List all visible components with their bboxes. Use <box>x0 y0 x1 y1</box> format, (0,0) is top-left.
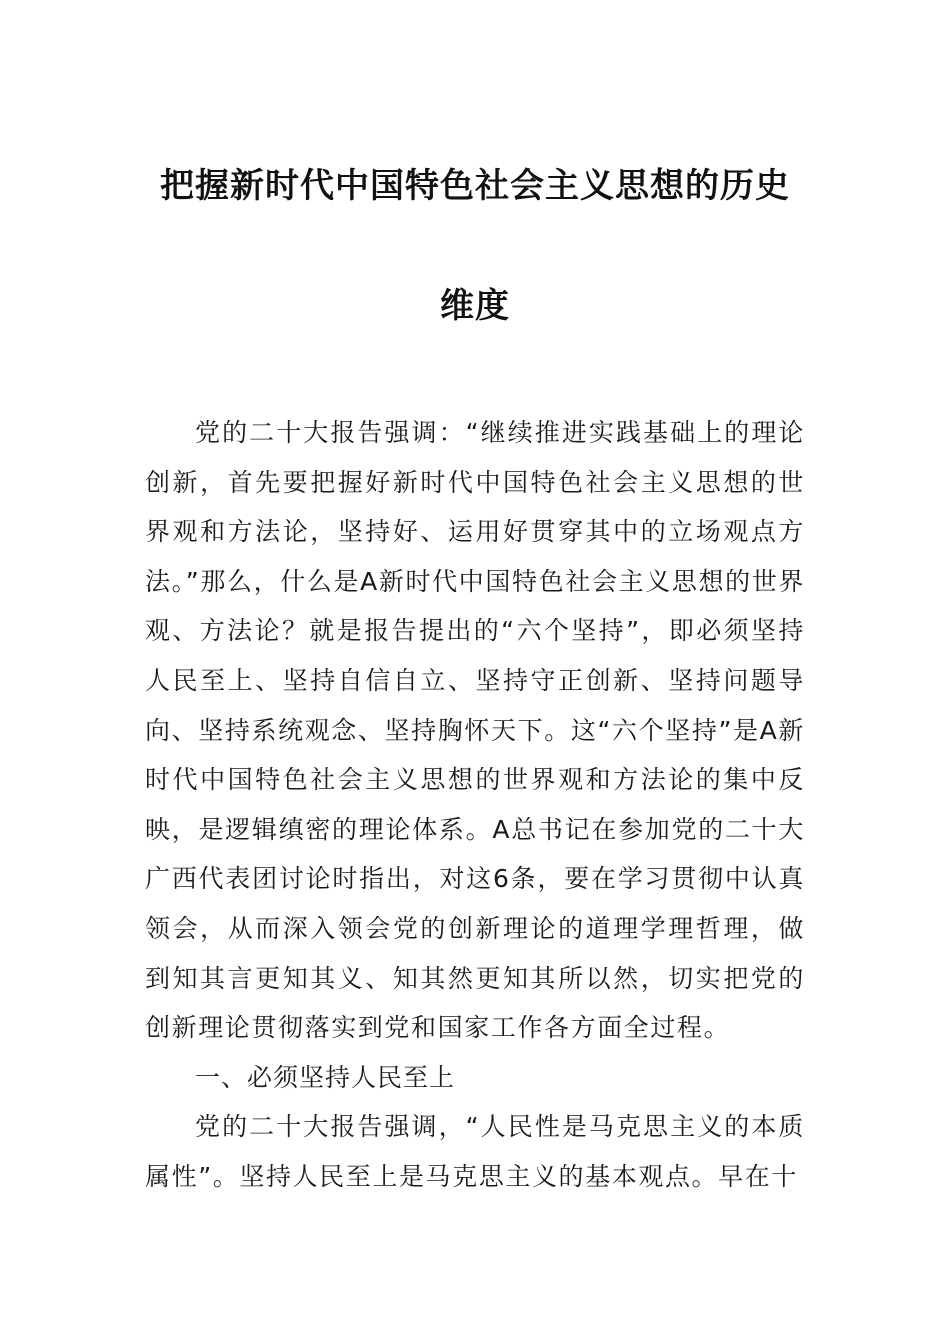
document-body <box>145 408 805 1202</box>
body-paragraph-section-1: 党的二十大报告强调，“人民性是马克思主义的本质属性”。坚持人民至上是马克思主义的基本观点。早在十 <box>145 1112 805 1191</box>
document-title-line-2: 维度 <box>440 286 510 326</box>
document-title-line-1: 把握新时代中国特色社会主义思想的历史 <box>160 166 790 206</box>
section-heading-1: 一、必须坚持人民至上 <box>195 1062 456 1092</box>
body-paragraph-intro: 党的二十大报告强调：“继续推进实践基础上的理论创新，首先要把握好新时代中国特色社会主义思想的世界观和方法论，坚持好、运用好贯穿其中的立场观点方法。”那么，什么是A新时代中国特色社会主义思想的世界观、方法论？就是报告提出的“六个坚持”，即必须坚持人民至上、坚持自信自立、坚持守正创新、坚持问题导向、坚持系统观念、坚持胸怀天下。这“六个坚持”是A新时代中国特色社会主义思想的世界观和方法论的集中反映，是逻辑缜密的理论体系。A总书记在参加党的二十大广西代表团讨论时指出，对这6条，要在学习贯彻中认真领会，从而深入领会党的创新理论的道理学理哲理，做到知其言更知其义、知其然更知其所以然，切实把党的创新理论贯彻落实到党和国家工作各方面全过程。 <box>145 418 805 1043</box>
